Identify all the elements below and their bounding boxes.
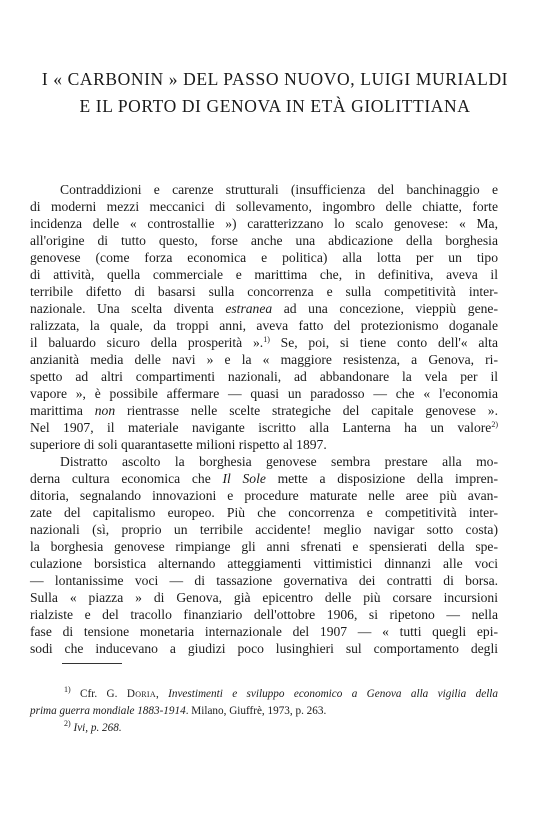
body-line: terribile difetto di basarsi sulla concorrenza e sulla competitività inter- xyxy=(30,284,498,299)
footnote-ref-1: 1) xyxy=(263,335,270,344)
footnote-1: $^{1)}$ Cfr. G. Doria, Investimenti e sviluppo economico a Genova alla vigilia della xyxy=(64,685,499,700)
body-line: nazionale. Una scelta diventa estranea ad una concezione, vieppiù gene- xyxy=(30,301,498,316)
body-line: — lontanissime voci — di tassazione governativa dei contratti di borsa. xyxy=(30,573,498,588)
body-line: Contraddizioni e carenze strutturali (insufficienza del banchinaggio e xyxy=(60,182,498,197)
footnote-separator xyxy=(62,663,122,664)
body-line: spetto ad altri compartimenti nazionali, ad abbandonare la vela per il xyxy=(30,369,498,384)
body-line: rialziste e del tracollo finanziario dell'ottobre 1906, si ripetono — nella xyxy=(30,607,498,622)
body-line: il baluardo sicuro della prosperità ».$^{1)}$ Se, poi, si tiene conto dell'« alta xyxy=(30,335,498,350)
body-line: genovese (come forza economica e politica) alla lotta per un tipo xyxy=(30,250,498,265)
article-title xyxy=(20,66,530,120)
body-line: ditoria, segnalando innovazioni e procedure maturate nelle aree più avan- xyxy=(30,488,498,503)
footnote-ref-2: 2) xyxy=(491,420,498,429)
body-line: Nel 1907, il materiale navigante iscritto alla Lanterna ha un valore$^{2)}$ xyxy=(30,420,498,435)
body-line: sodi che inducevano a giudizi poco lusinghieri sul comportamento degli xyxy=(30,641,498,656)
title-line-2: E IL PORTO DI GENOVA IN ETÀ GIOLITTIANA xyxy=(79,96,471,116)
body-line: nazionali (sì, proprio un terribile accidente! meglio navigar sotto costa) xyxy=(30,522,498,537)
body-line: Distratto ascolto la borghesia genovese sembra prestare alla mo- xyxy=(60,454,498,469)
body-line: vapore », è possibile affermare — quasi un paradosso — che « l'economia xyxy=(30,386,498,401)
body-line: di moderni mezzi meccanici di sollevamento, ingombro delle chiatte, forte xyxy=(30,199,498,214)
body-line: all'origine di tutto questo, forse anche una abdicazione della borghesia xyxy=(30,233,498,248)
body-line: incidenza delle « controstallie ») caratterizzano lo scalo genovese: « Ma, xyxy=(30,216,498,231)
body-line: zate del capitalismo europeo. Più che concorrenza e competitività inter- xyxy=(30,505,498,520)
body-line: anzianità media delle navi » e la « maggiore resistenza, a Genova, ri- xyxy=(30,352,498,367)
body-line: la borghesia genovese rimpiange gli anni sfrenati e spensierati della spe- xyxy=(30,539,498,554)
body-line: marittima non rientrasse nelle scelte strategiche del capitale genovese ». xyxy=(30,403,498,418)
body-line: culazione borsistica alternando atteggiamenti vittimistici dinnanzi alle voci xyxy=(30,556,498,571)
footnote-1-cont: prima guerra mondiale 1883-1914. Milano, Giuffrè, 1973, p. 263. xyxy=(30,705,327,717)
body-line: superiore di soli quarantasette milioni rispetto al 1897. xyxy=(30,437,327,452)
body-line: di attività, quella commerciale e marittima che, in definitiva, aveva il xyxy=(30,267,498,282)
footnote-2: $^{2)}$ Ivi, p. 268. xyxy=(64,719,122,734)
body-line: derna cultura economica che Il Sole mette a disposizione della impren- xyxy=(30,471,498,486)
body-line: ralizzata, la quale, da troppi anni, aveva fatto del protezionismo doganale xyxy=(30,318,498,333)
article-body xyxy=(30,181,498,657)
footnotes xyxy=(30,686,498,737)
title-line-1: I « CARBONIN » DEL PASSO NUOVO, LUIGI MURIALDI xyxy=(41,69,509,89)
body-line: fase di tensione monetaria internazionale del 1907 — « tutti quegli epi- xyxy=(30,624,498,639)
body-line: Sulla « piazza » di Genova, già epicentro delle più corsare incursioni xyxy=(30,590,498,605)
